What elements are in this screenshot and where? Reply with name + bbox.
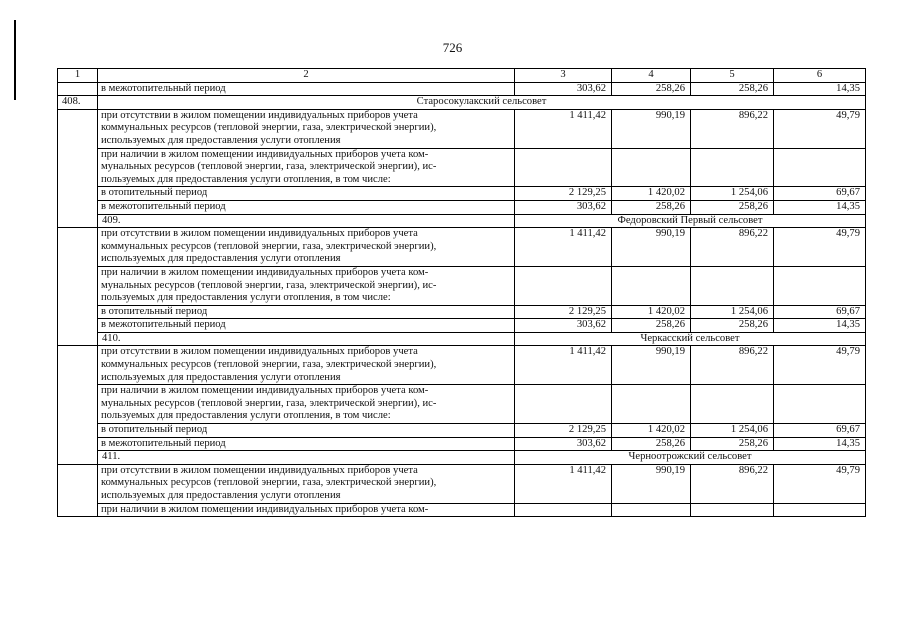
row-label bbox=[98, 385, 515, 424]
value-cell: 258,26 bbox=[691, 200, 774, 214]
section-header-row bbox=[58, 451, 866, 465]
row-label-line: при наличии в жилом помещении индивидуальных приборов учета ком- bbox=[101, 385, 429, 397]
row-label-line: используемых для предоставления услуги отопления bbox=[101, 490, 341, 501]
row-label-line: пользуемых для предоставления услуги отопления, в том числе: bbox=[101, 410, 391, 422]
row-label-line: мунальных ресурсов (тепловой энергии, газа, электрической энергии), ис- bbox=[101, 397, 437, 409]
value-cell bbox=[612, 266, 691, 305]
section-header-row bbox=[58, 96, 866, 110]
value-cell: 258,26 bbox=[691, 319, 774, 333]
section-number: 408. bbox=[58, 96, 98, 110]
value-cell: 303,62 bbox=[515, 82, 612, 96]
row-label bbox=[98, 346, 515, 385]
column-header-4: 4 bbox=[612, 69, 691, 83]
value-cell: 258,26 bbox=[691, 437, 774, 451]
table-row bbox=[58, 228, 866, 267]
table-row bbox=[58, 266, 866, 305]
row-label-line: при наличии в жилом помещении индивидуальных приборов учета ком- bbox=[101, 266, 429, 278]
value-cell: 1 420,02 bbox=[612, 305, 691, 319]
table-row bbox=[58, 424, 866, 438]
value-cell: 258,26 bbox=[612, 437, 691, 451]
row-label-line: пользуемых для предоставления услуги отопления, в том числе: bbox=[101, 292, 391, 304]
row-number-cell bbox=[58, 228, 98, 346]
value-cell: 1 411,42 bbox=[515, 464, 612, 503]
row-label-line: используемых для предоставления услуги отопления bbox=[101, 253, 341, 265]
value-cell: 258,26 bbox=[691, 82, 774, 96]
value-cell bbox=[515, 148, 612, 187]
row-label bbox=[98, 464, 515, 503]
value-cell: 1 254,06 bbox=[691, 187, 774, 201]
row-label-line: используемых для предоставления услуги отопления bbox=[101, 134, 341, 146]
table-row bbox=[58, 464, 866, 503]
value-cell bbox=[515, 385, 612, 424]
table-row bbox=[58, 319, 866, 333]
table-row bbox=[58, 82, 866, 96]
row-label bbox=[98, 228, 515, 267]
row-label-line: мунальных ресурсов (тепловой энергии, газа, электрической энергии), ис- bbox=[101, 161, 437, 173]
value-cell bbox=[612, 385, 691, 424]
column-header-1: 1 bbox=[58, 69, 98, 83]
value-cell: 1 411,42 bbox=[515, 346, 612, 385]
section-title: Старосокулакский сельсовет bbox=[98, 96, 866, 110]
value-cell bbox=[612, 148, 691, 187]
table-row bbox=[58, 109, 866, 148]
value-cell: 896,22 bbox=[691, 228, 774, 267]
row-label bbox=[98, 109, 515, 148]
row-label-line: при наличии в жилом помещении индивидуальных приборов учета ком- bbox=[101, 503, 429, 515]
row-label-line: коммунальных ресурсов (тепловой энергии, газа, электрической энергии), bbox=[101, 240, 437, 252]
table-row bbox=[58, 200, 866, 214]
value-cell: 896,22 bbox=[691, 109, 774, 148]
value-cell: 14,35 bbox=[774, 437, 866, 451]
value-cell: 2 129,25 bbox=[515, 424, 612, 438]
row-label-line: коммунальных ресурсов (тепловой энергии, газа, электрической энергии), bbox=[101, 477, 437, 489]
value-cell bbox=[515, 503, 612, 517]
row-label-line: пользуемых для предоставления услуги отопления, в том числе: bbox=[101, 173, 391, 185]
section-header-row bbox=[58, 214, 866, 228]
row-label: в межотопительный период bbox=[98, 319, 515, 333]
section-number: 410. bbox=[98, 332, 515, 346]
page-number: 726 bbox=[442, 40, 463, 55]
column-header-6: 6 bbox=[774, 69, 866, 83]
page-edge-line bbox=[14, 20, 16, 100]
row-label bbox=[98, 148, 515, 187]
value-cell: 1 420,02 bbox=[612, 424, 691, 438]
row-label bbox=[98, 503, 515, 517]
value-cell: 49,79 bbox=[774, 464, 866, 503]
section-header-row bbox=[58, 332, 866, 346]
row-label-line: при отсутствии в жилом помещении индивидуальных приборов учета bbox=[101, 109, 418, 121]
row-label-line: используемых для предоставления услуги отопления bbox=[101, 371, 341, 383]
table-row bbox=[58, 437, 866, 451]
row-label: в отопительный период bbox=[98, 305, 515, 319]
column-header-3: 3 bbox=[515, 69, 612, 83]
value-cell: 14,35 bbox=[774, 319, 866, 333]
value-cell bbox=[774, 503, 866, 517]
row-number-cell bbox=[58, 464, 98, 516]
table-row bbox=[58, 148, 866, 187]
row-label: в межотопительный период bbox=[98, 437, 515, 451]
value-cell bbox=[691, 148, 774, 187]
value-cell: 258,26 bbox=[612, 200, 691, 214]
value-cell: 1 411,42 bbox=[515, 109, 612, 148]
section-title: Черкасский сельсовет bbox=[515, 332, 866, 346]
value-cell: 14,35 bbox=[774, 200, 866, 214]
tariff-table-body bbox=[58, 69, 866, 517]
table-row bbox=[58, 385, 866, 424]
value-cell bbox=[612, 503, 691, 517]
table-row bbox=[58, 346, 866, 385]
value-cell: 2 129,25 bbox=[515, 305, 612, 319]
row-label-line: коммунальных ресурсов (тепловой энергии, газа, электрической энергии), bbox=[101, 122, 437, 134]
row-label-line: при отсутствии в жилом помещении индивидуальных приборов учета bbox=[101, 346, 418, 358]
value-cell: 896,22 bbox=[691, 346, 774, 385]
value-cell: 1 254,06 bbox=[691, 305, 774, 319]
value-cell: 49,79 bbox=[774, 109, 866, 148]
value-cell: 303,62 bbox=[515, 200, 612, 214]
tariff-table bbox=[57, 68, 866, 517]
column-header-5: 5 bbox=[691, 69, 774, 83]
value-cell: 258,26 bbox=[612, 319, 691, 333]
table-row bbox=[58, 503, 866, 517]
value-cell: 2 129,25 bbox=[515, 187, 612, 201]
value-cell: 49,79 bbox=[774, 346, 866, 385]
value-cell: 49,79 bbox=[774, 228, 866, 267]
row-label: в межотопительный период bbox=[98, 200, 515, 214]
table-row bbox=[58, 187, 866, 201]
row-number-cell bbox=[58, 109, 98, 227]
section-number: 409. bbox=[98, 214, 515, 228]
row-label: в отопительный период bbox=[98, 187, 515, 201]
value-cell: 14,35 bbox=[774, 82, 866, 96]
section-number: 411. bbox=[98, 451, 515, 465]
value-cell: 1 411,42 bbox=[515, 228, 612, 267]
value-cell: 69,67 bbox=[774, 424, 866, 438]
value-cell: 990,19 bbox=[612, 464, 691, 503]
row-label-line: при отсутствии в жилом помещении индивидуальных приборов учета bbox=[101, 464, 418, 476]
column-header-2: 2 bbox=[98, 69, 515, 83]
value-cell: 896,22 bbox=[691, 464, 774, 503]
value-cell bbox=[691, 385, 774, 424]
value-cell bbox=[774, 148, 866, 187]
row-label-line: при отсутствии в жилом помещении индивидуальных приборов учета bbox=[101, 228, 418, 240]
row-label-line: мунальных ресурсов (тепловой энергии, газа, электрической энергии), ис- bbox=[101, 279, 437, 291]
row-label: в отопительный период bbox=[98, 424, 515, 438]
value-cell: 303,62 bbox=[515, 437, 612, 451]
row-label: в межотопительный период bbox=[98, 82, 515, 96]
section-title: Черноотрожский сельсовет bbox=[515, 451, 866, 465]
value-cell: 990,19 bbox=[612, 228, 691, 267]
value-cell: 990,19 bbox=[612, 109, 691, 148]
value-cell bbox=[691, 266, 774, 305]
value-cell: 303,62 bbox=[515, 319, 612, 333]
value-cell: 1 254,06 bbox=[691, 424, 774, 438]
value-cell bbox=[774, 266, 866, 305]
value-cell bbox=[515, 266, 612, 305]
value-cell: 69,67 bbox=[774, 305, 866, 319]
value-cell: 258,26 bbox=[612, 82, 691, 96]
value-cell: 69,67 bbox=[774, 187, 866, 201]
column-header-row bbox=[58, 69, 866, 83]
row-label-line: коммунальных ресурсов (тепловой энергии, газа, электрической энергии), bbox=[101, 359, 437, 371]
value-cell: 990,19 bbox=[612, 346, 691, 385]
row-number-cell bbox=[58, 346, 98, 464]
table-row bbox=[58, 305, 866, 319]
row-label bbox=[98, 266, 515, 305]
value-cell bbox=[774, 385, 866, 424]
value-cell bbox=[691, 503, 774, 517]
row-number-cell bbox=[58, 82, 98, 96]
section-title: Федоровский Первый сельсовет bbox=[515, 214, 866, 228]
row-label-line: при наличии в жилом помещении индивидуальных приборов учета ком- bbox=[101, 148, 429, 160]
value-cell: 1 420,02 bbox=[612, 187, 691, 201]
